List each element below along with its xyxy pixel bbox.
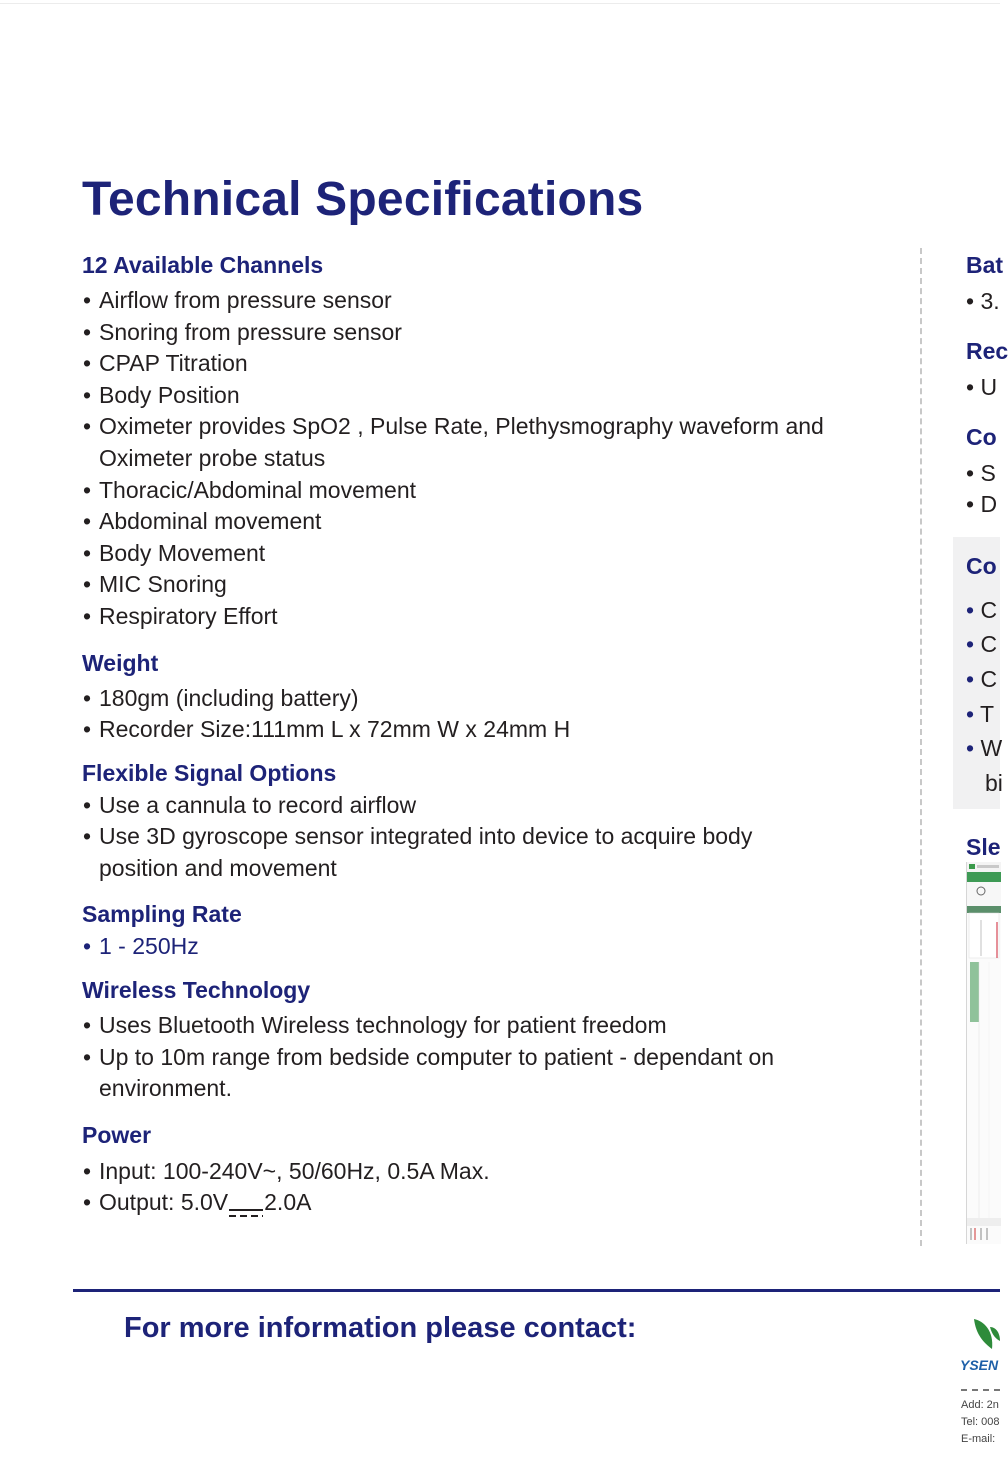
- leaf-icon: [970, 1317, 1000, 1362]
- company-logo: [960, 1317, 1000, 1377]
- compat-heading: Co: [966, 553, 997, 579]
- battery-heading: Bat: [966, 252, 1004, 278]
- spec-column: [82, 250, 902, 1219]
- compat-item: • T: [966, 701, 995, 727]
- compat-item: • C: [966, 631, 998, 657]
- recorder-value: U: [980, 374, 998, 400]
- contact-heading: For more information please contact:: [124, 1312, 637, 1344]
- output-suffix: 2.0A: [264, 1189, 312, 1216]
- list-item: • Recorder Size:111mm L x 72mm W x 24mm H: [82, 714, 902, 746]
- wireless-list: [82, 1010, 902, 1105]
- connect-text-2: • D: [966, 491, 998, 517]
- top-divider: [0, 3, 1000, 4]
- right-column: [966, 250, 1006, 520]
- list-item: • Thoracic/Abdominal movement: [82, 475, 902, 507]
- compat-item: • W: [966, 735, 1003, 761]
- list-item: • Airflow from pressure sensor: [82, 285, 902, 317]
- compat-panel: [953, 537, 1003, 809]
- weight-list: [82, 683, 902, 746]
- list-item: • Input: 100-240V~, 50/60Hz, 0.5A Max.: [82, 1156, 902, 1188]
- list-item: • Respiratory Effort: [82, 601, 902, 633]
- recorder-heading: Rec: [966, 338, 1008, 364]
- list-item: • MIC Snoring: [82, 569, 902, 601]
- column-divider: [920, 248, 922, 1246]
- list-item: • Abdominal movement: [82, 506, 902, 538]
- compat-item-text: C: [980, 631, 998, 657]
- dc-symbol-icon: [228, 1197, 264, 1211]
- recorder-text: • U: [966, 374, 998, 400]
- contact-email: E-mail:: [961, 1433, 996, 1445]
- list-item: • 180gm (including battery): [82, 683, 902, 715]
- connect-heading: Co: [966, 424, 997, 450]
- contact-divider: [961, 1389, 1000, 1391]
- compat-item-cont: bi: [985, 770, 1003, 796]
- section-heading-weight: Weight: [82, 649, 159, 676]
- connect-value-2: D: [980, 491, 998, 517]
- compat-item: • C: [966, 666, 998, 692]
- flexible-list: [82, 790, 902, 885]
- contact-tel: Tel: 008: [961, 1416, 1000, 1428]
- compat-item-text: W: [980, 735, 1003, 761]
- battery-text: • 3.: [966, 288, 1000, 314]
- connect-value-1: S: [980, 460, 996, 486]
- compat-item: • C: [966, 597, 998, 623]
- compat-item-text: T: [980, 701, 995, 727]
- contact-address: Add: 2n: [961, 1399, 999, 1411]
- output-prefix: Output: 5.0V: [99, 1189, 229, 1216]
- sampling-list: [82, 931, 902, 963]
- battery-value: 3.: [980, 288, 1000, 314]
- list-item: • Uses Bluetooth Wireless technology for patient freedom: [82, 1010, 902, 1042]
- list-item: • Oximeter provides SpO2 , Pulse Rate, Plethysmography waveform and Oximeter probe status: [82, 411, 889, 474]
- list-item: [82, 1187, 902, 1219]
- channels-list: [82, 285, 902, 633]
- connect-text-1: • S: [966, 460, 996, 486]
- power-list: [82, 1156, 902, 1219]
- list-item: • Body Movement: [82, 538, 902, 570]
- compat-item-text: C: [980, 666, 998, 692]
- section-heading-wireless: Wireless Technology: [82, 977, 311, 1004]
- list-item: • Use a cannula to record airflow: [82, 790, 902, 822]
- list-item: • Body Position: [82, 380, 902, 412]
- software-screenshot: [966, 862, 1001, 1244]
- list-item: • CPAP Titration: [82, 348, 902, 380]
- section-heading-flexible: Flexible Signal Options: [82, 759, 337, 786]
- section-heading-channels: 12 Available Channels: [82, 252, 324, 278]
- list-item: • 1 - 250Hz: [82, 931, 902, 963]
- section-heading-sampling: Sampling Rate: [82, 900, 242, 927]
- logo-text: YSEN: [960, 1357, 999, 1373]
- list-item: • Up to 10m range from bedside computer to patient - dependant on environment.: [82, 1042, 844, 1105]
- list-item: • Snoring from pressure sensor: [82, 317, 902, 349]
- section-heading-power: Power: [82, 1121, 152, 1148]
- footer-divider: [73, 1289, 1000, 1292]
- software-heading: Sle: [966, 834, 1001, 860]
- compat-item-text: C: [980, 597, 998, 623]
- list-item: • Use 3D gyroscope sensor integrated into device to acquire body position and movement: [82, 821, 819, 884]
- page-title: Technical Specifications: [82, 173, 644, 226]
